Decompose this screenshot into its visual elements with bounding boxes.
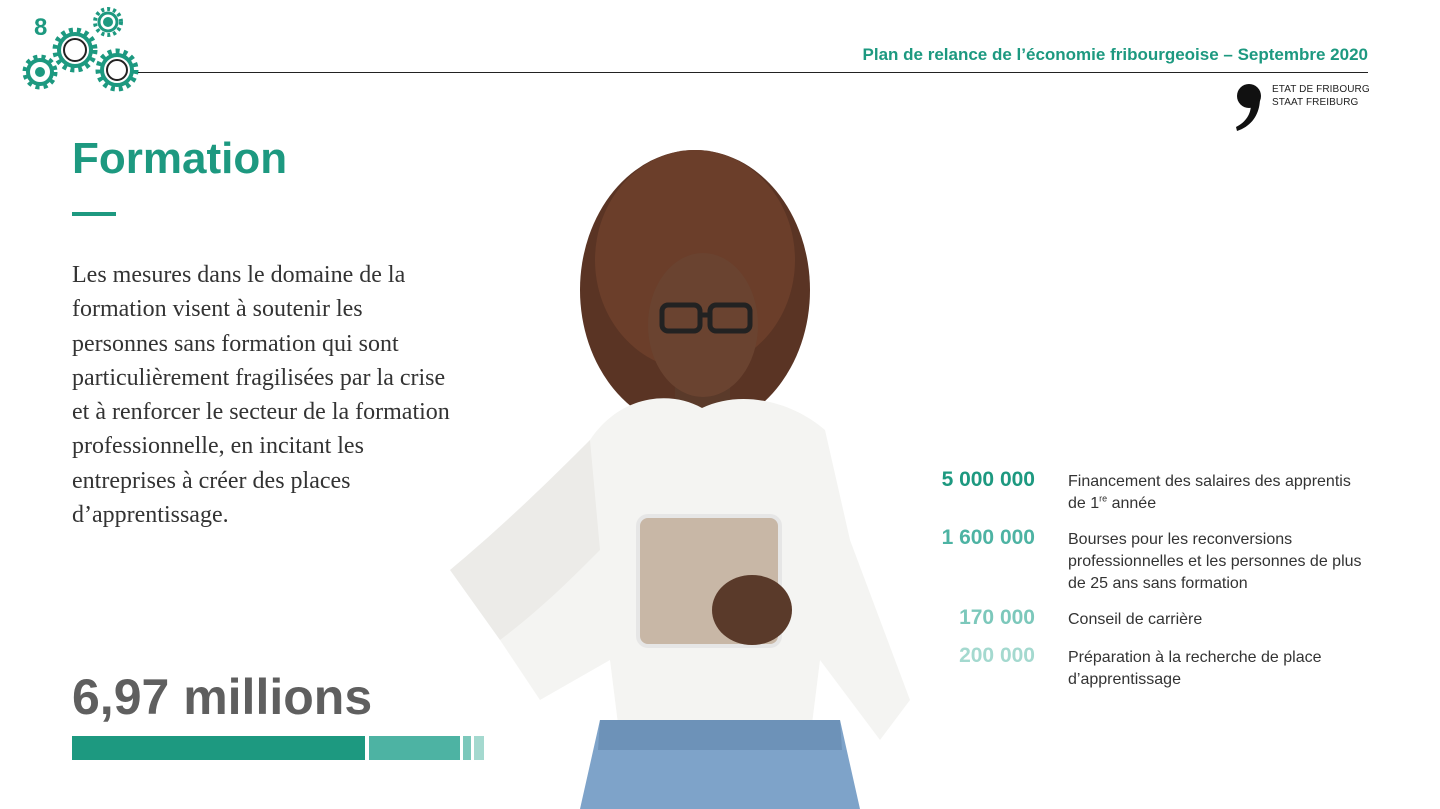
measure-label: Financement des salaires des apprentis de 1re année xyxy=(1068,473,1351,512)
logo-text-de: STAAT FREIBURG xyxy=(1272,97,1359,108)
measure-label: Conseil de carrière xyxy=(1068,611,1203,628)
page-number: 8 xyxy=(34,14,48,41)
header-divider xyxy=(138,72,1368,73)
intro-paragraph: Les mesures dans le domaine de la formation visent à soutenir les personnes sans formation qui sont particulièrement fragilisées par la crise et à renforcer le secteur de la formation professionnelle, en incitant les entreprises à créer des places d’apprentissage. xyxy=(72,262,450,529)
document-title: Plan de relance de l’économie fribourgeoise – Septembre 2020 xyxy=(862,45,1368,64)
measure-amount: 1 600 000 xyxy=(941,526,1035,549)
measure-amount: 200 000 xyxy=(959,644,1035,667)
measure-amount: 170 000 xyxy=(959,606,1035,629)
canton-logo xyxy=(1234,84,1384,134)
measure-label: Bourses pour les reconversions professionnelles et les personnes de plus de 25 ans sans formation xyxy=(1068,531,1362,592)
logo-text-fr: ETAT DE FRIBOURG xyxy=(1272,84,1370,95)
measure-amount: 5 000 000 xyxy=(941,468,1035,491)
woman-with-tablet-photo xyxy=(440,140,920,809)
title-underline xyxy=(72,212,116,216)
budget-segment xyxy=(72,736,365,760)
budget-breakdown-bar xyxy=(72,736,492,760)
measure-label: Préparation à la recherche de place d’apprentissage xyxy=(1068,649,1322,688)
budget-total: 6,97 millions xyxy=(72,669,373,725)
comma-logo-icon xyxy=(1234,84,1264,132)
section-title: Formation xyxy=(72,134,288,183)
